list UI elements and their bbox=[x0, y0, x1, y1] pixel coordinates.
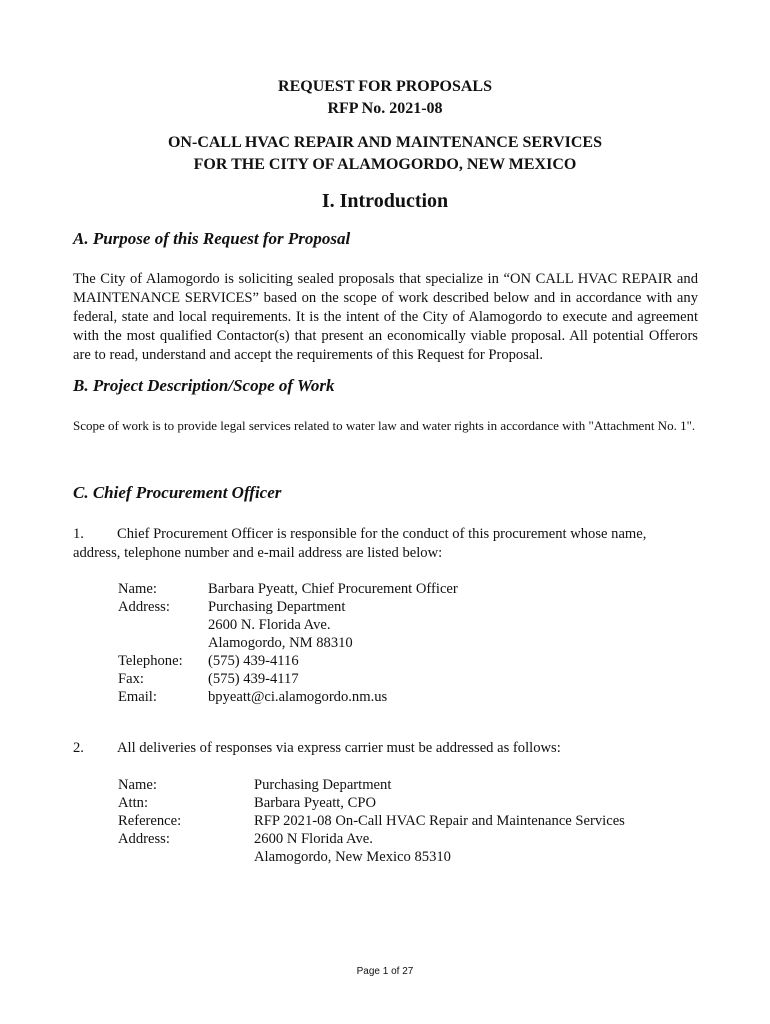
contact-name-label: Name: bbox=[118, 581, 157, 597]
section-a-title: A. Purpose of this Request for Proposal bbox=[73, 229, 351, 248]
rfp-header bbox=[0, 76, 770, 120]
section-a-body: The City of Alamogordo is soliciting sealed proposals that specialize in “ON CALL HVAC REPAIR and MAINTENANCE SERVICES” based on the scope of work described below and in accordance with any federal, state and local requirements. It is the intent of the City of Alamogordo to execute and agreement with the most qualified Contactor(s) that present an economically viable proposal. All potential Offerors are to read, understand and accept the requirements of this Request for Proposal. bbox=[73, 271, 698, 363]
project-subtitle: FOR THE CITY OF ALAMOGORDO, NEW MEXICO bbox=[193, 156, 577, 173]
delivery-reference-value: RFP 2021-08 On-Call HVAC Repair and Maintenance Services bbox=[254, 813, 625, 829]
contact-address-label: Address: bbox=[118, 599, 170, 615]
delivery-block bbox=[118, 776, 625, 866]
section-c-title: C. Chief Procurement Officer bbox=[73, 483, 282, 502]
section-b-body: Scope of work is to provide legal services related to water law and water rights in accordance with "Attachment No. 1". bbox=[73, 418, 696, 433]
delivery-reference-label: Reference: bbox=[118, 813, 182, 829]
item-1 bbox=[73, 525, 698, 563]
delivery-attn-value: Barbara Pyeatt, CPO bbox=[254, 795, 376, 811]
contact-address-line1: Purchasing Department bbox=[208, 599, 346, 615]
project-title: ON-CALL HVAC REPAIR AND MAINTENANCE SERVICES bbox=[167, 134, 602, 151]
contact-block bbox=[118, 580, 458, 706]
contact-address-line3: Alamogordo, NM 88310 bbox=[208, 635, 353, 651]
item-2-number: 2. bbox=[73, 740, 84, 756]
item-1-text-second: address, telephone number and e-mail address are listed below: bbox=[73, 545, 443, 561]
rfp-number: RFP No. 2021-08 bbox=[327, 100, 443, 117]
item-2 bbox=[73, 739, 698, 758]
delivery-address-line1: 2600 N Florida Ave. bbox=[254, 831, 373, 847]
contact-fax-value: (575) 439-4117 bbox=[208, 671, 299, 687]
project-header bbox=[0, 132, 770, 176]
contact-name-value: Barbara Pyeatt, Chief Procurement Officer bbox=[208, 581, 458, 597]
rfp-title: REQUEST FOR PROPOSALS bbox=[278, 78, 492, 95]
delivery-attn-label: Attn: bbox=[118, 795, 148, 811]
item-2-text: All deliveries of responses via express carrier must be addressed as follows: bbox=[117, 740, 561, 756]
contact-telephone-value: (575) 439-4116 bbox=[208, 653, 299, 669]
delivery-name-label: Name: bbox=[118, 777, 157, 793]
delivery-address-label: Address: bbox=[118, 831, 170, 847]
item-1-text-first: Chief Procurement Officer is responsible for the conduct of this procurement whose name, bbox=[117, 526, 647, 542]
contact-email-label: Email: bbox=[118, 689, 157, 705]
page-number: Page 1 of 27 bbox=[356, 966, 414, 977]
section-title: I. Introduction bbox=[321, 190, 449, 212]
contact-address-line2: 2600 N. Florida Ave. bbox=[208, 617, 331, 633]
item-1-number: 1. bbox=[73, 526, 84, 542]
contact-telephone-label: Telephone: bbox=[118, 653, 183, 669]
delivery-address-line2: Alamogordo, New Mexico 85310 bbox=[254, 849, 451, 865]
contact-fax-label: Fax: bbox=[118, 671, 144, 687]
delivery-name-value: Purchasing Department bbox=[254, 777, 392, 793]
contact-email-link[interactable]: bpyeatt@ci.alamogordo.nm.us bbox=[208, 689, 388, 705]
section-b-title: B. Project Description/Scope of Work bbox=[73, 376, 335, 395]
